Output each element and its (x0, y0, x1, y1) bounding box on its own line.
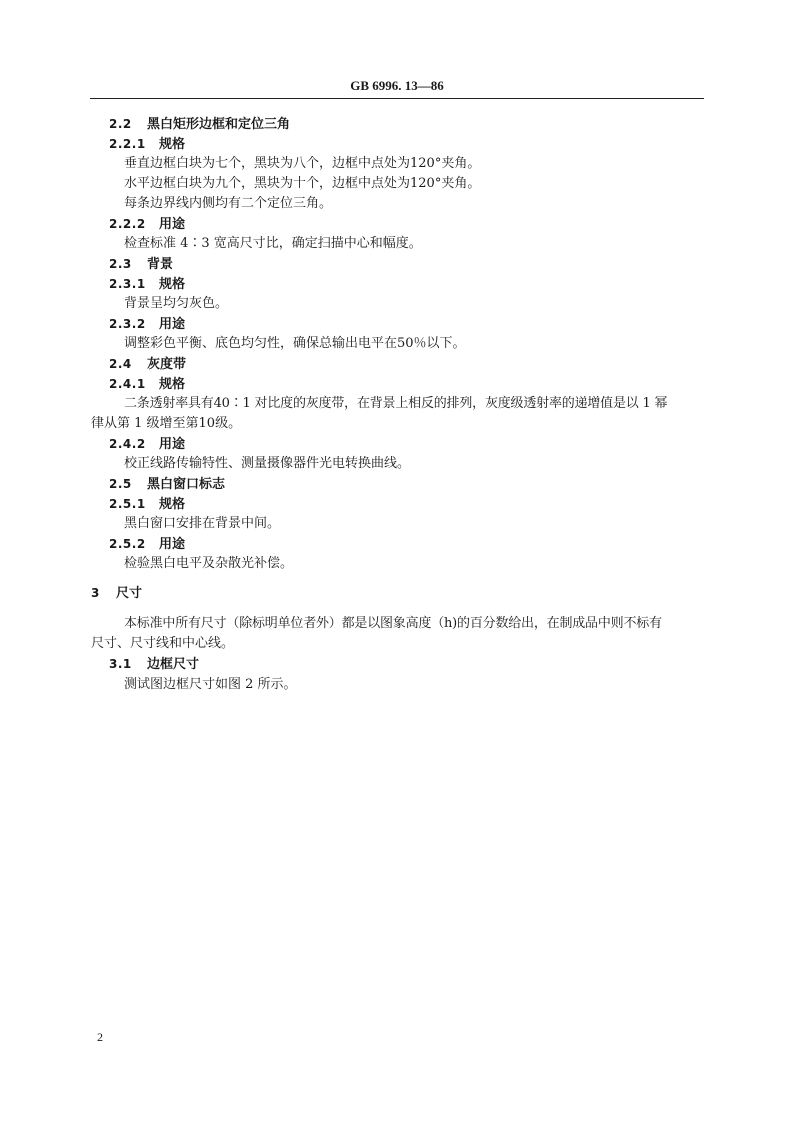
heading-2-4 (109, 356, 186, 373)
heading-3 (91, 585, 142, 602)
heading-3-1 (109, 656, 199, 673)
section-number: 2.3 (109, 257, 132, 271)
section-number: 2.5 (109, 477, 132, 491)
section-number: 2.4 (109, 357, 132, 371)
paragraph: 调整彩色平衡、底色均匀性，确保总输出电平在50％以下。 (124, 336, 466, 351)
heading-2-4-2 (109, 436, 185, 453)
section-title: 尺寸 (116, 586, 143, 601)
section-number: 2.2.1 (109, 137, 146, 151)
section-number: 2.3.2 (109, 317, 146, 331)
section-title: 背景 (147, 257, 174, 272)
heading-2-4-1 (109, 376, 185, 393)
paragraph: 检查标准 4∶3 宽高尺寸比，确定扫描中心和幅度。 (124, 236, 422, 251)
page-header (90, 76, 704, 99)
page-number: 2 (97, 1030, 103, 1044)
heading-2-3-1 (109, 276, 185, 293)
section-title: 用途 (159, 437, 186, 452)
heading-2-5-1 (109, 496, 185, 513)
section-number: 3 (91, 586, 100, 600)
section-title: 规格 (159, 277, 186, 292)
paragraph-continuation: 尺寸、尺寸线和中心线。 (91, 636, 235, 651)
section-title: 规格 (159, 137, 186, 152)
paragraph: 本标准中所有尺寸（除标明单位者外）都是以图象高度（h)的百分数给出，在制成品中则不标有 (124, 616, 662, 631)
section-title: 边框尺寸 (147, 657, 200, 672)
paragraph: 校正线路传输特性、测量摄像器件光电转换曲线。 (124, 456, 411, 471)
section-title: 用途 (159, 317, 186, 332)
section-number: 2.2.2 (109, 217, 146, 231)
section-title: 黑白窗口标志 (147, 477, 226, 492)
heading-2-3-2 (109, 316, 185, 333)
section-title: 用途 (159, 217, 186, 232)
paragraph: 每条边界线内侧均有二个定位三角。 (124, 196, 333, 211)
section-number: 3.1 (109, 657, 132, 671)
paragraph: 垂直边框白块为七个，黑块为八个，边框中点处为120°夹角。 (124, 156, 481, 171)
section-title: 黑白矩形边框和定位三角 (147, 117, 291, 132)
section-number: 2.3.1 (109, 277, 146, 291)
paragraph: 测试图边框尺寸如图 2 所示。 (124, 677, 297, 692)
section-title: 规格 (159, 377, 186, 392)
section-title: 用途 (159, 537, 186, 552)
section-number: 2.4.1 (109, 377, 146, 391)
section-number: 2.2 (109, 117, 132, 131)
paragraph: 背景呈均匀灰色。 (124, 296, 229, 311)
paragraph: 黑白窗口安排在背景中间。 (124, 516, 281, 531)
heading-2-3 (109, 256, 173, 273)
standard-code: GB 6996. 13—86 (350, 78, 444, 93)
section-title: 规格 (159, 497, 186, 512)
section-title: 灰度带 (147, 357, 187, 372)
paragraph-continuation: 律从第 1 级增至第10级。 (91, 416, 242, 431)
heading-2-5-2 (109, 536, 185, 553)
section-number: 2.5.1 (109, 497, 146, 511)
paragraph: 二条透射率具有40∶1 对比度的灰度带，在背景上相反的排列，灰度级透射率的递增值是以 1 幂 (124, 396, 668, 411)
heading-2-2 (109, 116, 290, 133)
heading-2-2-2 (109, 216, 185, 233)
heading-2-2-1 (109, 136, 185, 153)
section-number: 2.4.2 (109, 437, 146, 451)
paragraph: 水平边框白块为九个，黑块为十个，边框中点处为120°夹角。 (124, 176, 481, 191)
heading-2-5 (109, 476, 225, 493)
section-number: 2.5.2 (109, 537, 146, 551)
paragraph: 检验黑白电平及杂散光补偿。 (124, 556, 294, 571)
